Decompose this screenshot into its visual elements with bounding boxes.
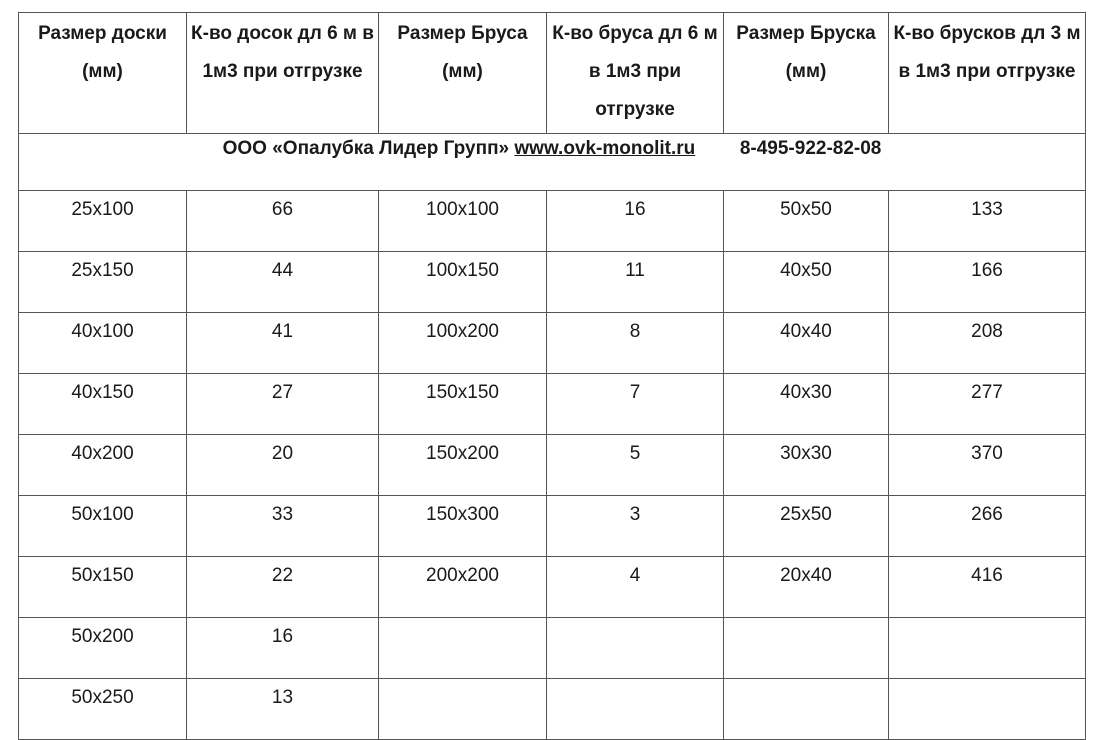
- table-row: [19, 191, 1086, 252]
- cell-beam-count: 4: [547, 557, 724, 618]
- cell-beam-size: [379, 679, 547, 740]
- cell-bar-size: [724, 679, 889, 740]
- cell-board-size: 40x150: [19, 374, 187, 435]
- table-row: [19, 679, 1086, 740]
- cell-board-count: 20: [187, 435, 379, 496]
- cell-bar-size: 25x50: [724, 496, 889, 557]
- cell-board-count: 16: [187, 618, 379, 679]
- cell-board-count: 41: [187, 313, 379, 374]
- table-row: [19, 557, 1086, 618]
- cell-beam-count: 16: [547, 191, 724, 252]
- cell-bar-count: 266: [889, 496, 1086, 557]
- cell-bar-size: 40x30: [724, 374, 889, 435]
- table-row: [19, 374, 1086, 435]
- cell-beam-size: 150x300: [379, 496, 547, 557]
- cell-board-count: 13: [187, 679, 379, 740]
- cell-bar-size: 40x50: [724, 252, 889, 313]
- cell-board-size: 25x100: [19, 191, 187, 252]
- cell-board-count: 33: [187, 496, 379, 557]
- cell-bar-size: 20x40: [724, 557, 889, 618]
- cell-bar-size: 50x50: [724, 191, 889, 252]
- company-name: ООО «Опалубка Лидер Групп»: [222, 138, 510, 159]
- cell-beam-count: 5: [547, 435, 724, 496]
- cell-bar-count: [889, 679, 1086, 740]
- cell-board-count: 22: [187, 557, 379, 618]
- cell-beam-size: 100x100: [379, 191, 547, 252]
- cell-board-size: 50x100: [19, 496, 187, 557]
- header-row: [19, 13, 1086, 134]
- cell-bar-count: 166: [889, 252, 1086, 313]
- cell-bar-size: [724, 618, 889, 679]
- website-link[interactable]: www.ovk-monolit.ru: [514, 138, 696, 159]
- cell-bar-size: 40x40: [724, 313, 889, 374]
- cell-beam-count: 7: [547, 374, 724, 435]
- header-bar-count: К-во брусков дл 3 м в 1м3 при отгрузке: [889, 13, 1086, 134]
- cell-beam-size: 100x150: [379, 252, 547, 313]
- table-row: [19, 435, 1086, 496]
- cell-bar-size: 30x30: [724, 435, 889, 496]
- cell-beam-size: 150x150: [379, 374, 547, 435]
- phone-number: 8-495-922-82-08: [739, 138, 882, 159]
- header-beam-count: К-во бруса дл 6 м в 1м3 при отгрузке: [547, 13, 724, 134]
- header-board-count: К-во досок дл 6 м в 1м3 при отгрузке: [187, 13, 379, 134]
- cell-board-count: 66: [187, 191, 379, 252]
- cell-bar-count: 133: [889, 191, 1086, 252]
- cell-beam-count: [547, 679, 724, 740]
- cell-board-size: 25x150: [19, 252, 187, 313]
- table-row: [19, 313, 1086, 374]
- table-row: [19, 496, 1086, 557]
- cell-board-count: 44: [187, 252, 379, 313]
- cell-bar-count: [889, 618, 1086, 679]
- cell-bar-count: 208: [889, 313, 1086, 374]
- cell-board-size: 50x150: [19, 557, 187, 618]
- cell-board-count: 27: [187, 374, 379, 435]
- cell-beam-count: [547, 618, 724, 679]
- cell-beam-size: 150x200: [379, 435, 547, 496]
- company-banner: [19, 134, 1086, 191]
- cell-bar-count: 277: [889, 374, 1086, 435]
- cell-beam-count: 3: [547, 496, 724, 557]
- cell-beam-size: [379, 618, 547, 679]
- cell-board-size: 40x200: [19, 435, 187, 496]
- cell-bar-count: 370: [889, 435, 1086, 496]
- cell-board-size: 50x250: [19, 679, 187, 740]
- header-bar-size: Размер Бруска (мм): [724, 13, 889, 134]
- company-banner-row: [19, 134, 1086, 191]
- cell-beam-count: 11: [547, 252, 724, 313]
- header-beam-size: Размер Бруса (мм): [379, 13, 547, 134]
- table-row: [19, 618, 1086, 679]
- cell-bar-count: 416: [889, 557, 1086, 618]
- cell-board-size: 40x100: [19, 313, 187, 374]
- cell-beam-size: 100x200: [379, 313, 547, 374]
- cell-beam-size: 200x200: [379, 557, 547, 618]
- lumber-quantity-table: [18, 12, 1086, 740]
- table-row: [19, 252, 1086, 313]
- cell-beam-count: 8: [547, 313, 724, 374]
- cell-board-size: 50x200: [19, 618, 187, 679]
- header-board-size: Размер доски (мм): [19, 13, 187, 134]
